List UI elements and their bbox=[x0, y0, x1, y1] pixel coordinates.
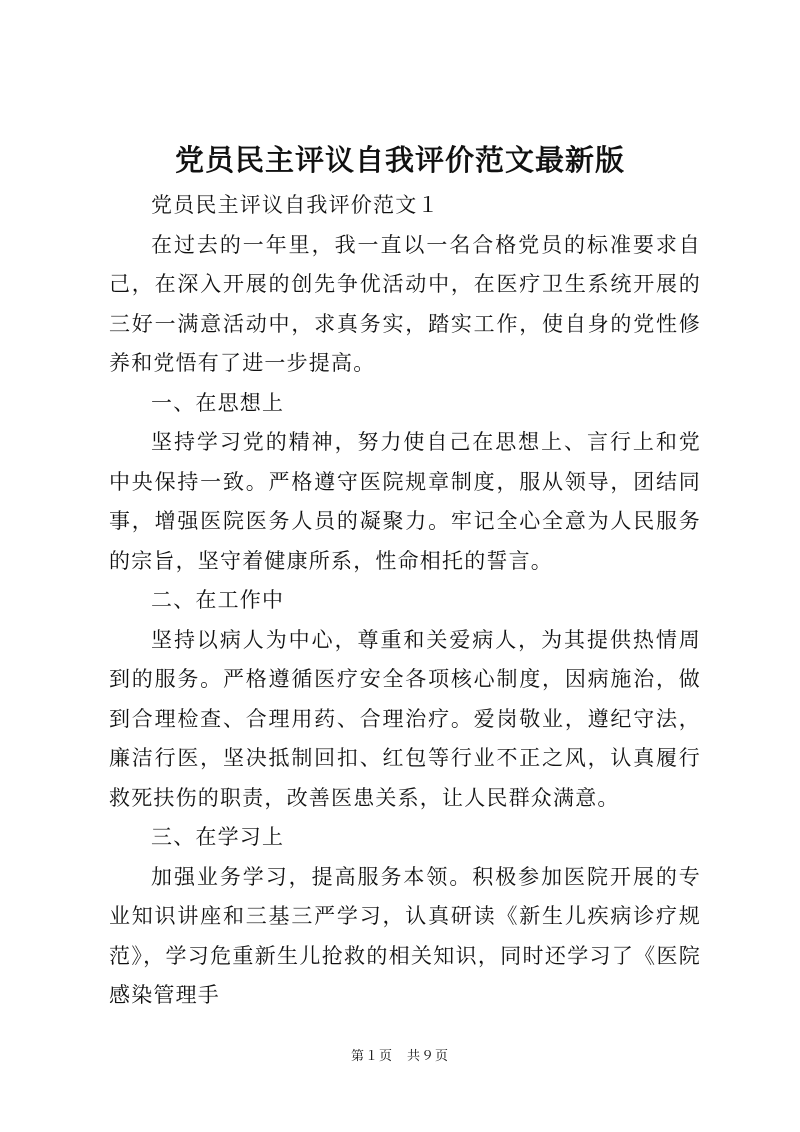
page-number: 第１页 共９页 bbox=[350, 1049, 449, 1064]
paragraph-intro: 在过去的一年里，我一直以一名合格党员的标准要求自己，在深入开展的创先争优活动中，在医疗卫生系统开展的三好一满意活动中，求真务实，踏实工作，使自身的党性修养和党悟有了进一步提高。 bbox=[109, 232, 701, 375]
section-heading-study: 三、在学习上 bbox=[151, 825, 285, 849]
document-title: 党员民主评议自我评价范文最新版 bbox=[174, 143, 625, 177]
section-heading-thought: 一、在思想上 bbox=[151, 390, 285, 415]
paragraph-study: 加强业务学习，提高服务本领。积极参加医院开展的专业知识讲座和三基三严学习，认真研读《新生儿疾病诊疗规范》，学习危重新生儿抢救的相关知识，同时还学习了《医院感染管理手 bbox=[109, 864, 701, 1007]
paragraph-thought: 坚持学习党的精神，努力使自己在思想上、言行上和党中央保持一致。严格遵守医院规章制度，服从领导，团结同事，增强医院医务人员的凝聚力。牢记全心全意为人民服务的宗旨，坚守着健康所系，性命相托的誓言。 bbox=[109, 430, 701, 573]
document-subtitle: 党员民主评议自我评价范文１ bbox=[151, 193, 440, 217]
section-heading-work: 二、在工作中 bbox=[151, 588, 285, 612]
paragraph-work: 坚持以病人为中心，尊重和关爱病人，为其提供热情周到的服务。严格遵循医疗安全各项核心制度，因病施治，做到合理检查、合理用药、合理治疗。爱岗敬业，遵纪守法，廉洁行医，坚决抵制回扣、红包等行业不正之风，认真履行救死扶伤的职责，改善医患关系，让人民群众满意。 bbox=[109, 627, 701, 810]
document-body bbox=[109, 186, 701, 1016]
